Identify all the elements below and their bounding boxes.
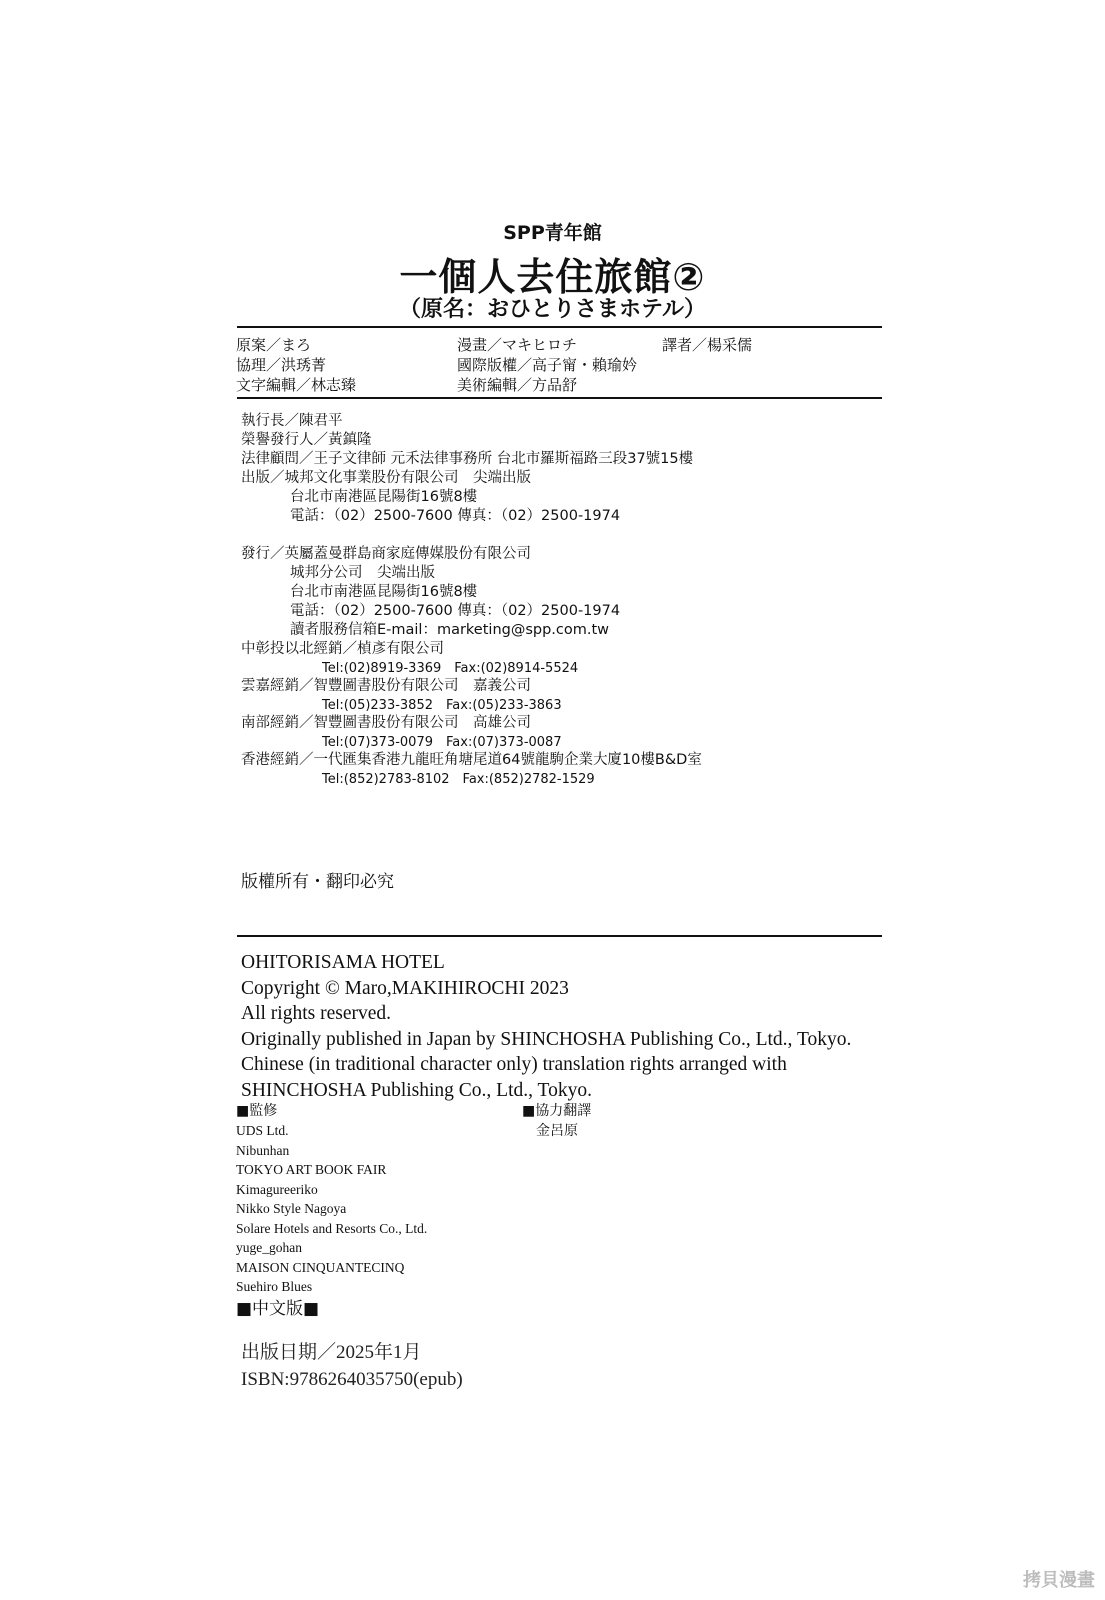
list-item: Kimagureeriko: [236, 1181, 318, 1197]
supervision-block: [236, 1100, 427, 1297]
distributor-north: 中彰投以北經銷／楨彥有限公司: [241, 641, 444, 657]
credits-col-2: [457, 335, 637, 395]
divider-credits: [237, 397, 882, 399]
distributor-south: 南部經銷／智豐圖書股份有限公司 高雄公司: [241, 715, 531, 731]
divider-top: [237, 326, 882, 328]
credits-col-3: [662, 335, 752, 355]
distributor-chiayi-tel: Tel:(05)233-3852 Fax:(05)233-3863: [322, 698, 562, 713]
list-item: Solare Hotels and Resorts Co., Ltd.: [236, 1220, 428, 1236]
publisher-phone: 電話：（02）2500-7600 傳真：（02）2500-1974: [290, 508, 621, 524]
issuer-phone: 電話：（02）2500-7600 傳真：（02）2500-1974: [290, 603, 621, 619]
issuer-address: 台北市南港區昆陽街16號8樓: [290, 584, 478, 600]
distributor-chiayi: 雲嘉經銷／智豐圖書股份有限公司 嘉義公司: [241, 678, 531, 694]
list-item: Nikko Style Nagoya: [236, 1201, 347, 1216]
honorary-publisher-line: 榮譽發行人／黃鎮隆: [241, 432, 372, 448]
credit-translator: 譯者／楊采儒: [662, 336, 753, 354]
ceo-line: 執行長／陳君平: [241, 413, 343, 429]
isbn: ISBN:9786264035750(epub): [241, 1369, 463, 1390]
supervision-list: [236, 1121, 427, 1297]
publisher-block: [241, 412, 693, 488]
list-item: yuge_gohan: [236, 1240, 302, 1255]
list-item: MAISON CINQUANTECINQ: [236, 1259, 405, 1275]
publisher-line: 出版／城邦文化事業股份有限公司 尖端出版: [241, 470, 531, 486]
credit-text-editor: 文字編輯／林志臻: [236, 376, 357, 394]
list-item: TOKYO ART BOOK FAIR: [236, 1162, 387, 1177]
translation-help-heading: ■協力翻譯: [522, 1103, 592, 1119]
issuer-branch: 城邦分公司 尖端出版: [290, 565, 435, 581]
english-line-title: OHITORISAMA HOTEL: [241, 952, 445, 973]
original-title: （原名：おひとりさまホテル）: [399, 297, 706, 322]
chinese-edition-heading: ■中文版■: [236, 1299, 320, 1319]
issuer-details: [290, 564, 620, 640]
divider-english: [237, 935, 882, 937]
credit-art-editor: 美術編輯／方品舒: [457, 376, 578, 394]
issuer-line: 發行／英屬蓋曼群島商家庭傳媒股份有限公司: [241, 546, 531, 562]
list-item: UDS Ltd.: [236, 1123, 289, 1138]
list-item: Suehiro Blues: [236, 1279, 313, 1294]
english-line-copyright: Copyright © Maro,MAKIHIROCHI 2023: [241, 977, 569, 999]
english-rights-block: [241, 950, 851, 1104]
publisher-address: 台北市南港區昆陽街16號8樓: [290, 489, 478, 505]
rights-notice: 版權所有・翻印必究: [241, 872, 394, 892]
distributor-south-tel: Tel:(07)373-0079 Fax:(07)373-0087: [322, 735, 562, 750]
credit-manga: 漫畫／マキヒロチ: [457, 336, 578, 354]
credits-col-1: [236, 335, 356, 395]
translation-help-name: 金呂原: [536, 1123, 578, 1139]
book-title: 一個人去住旅館②: [399, 255, 706, 299]
watermark: 拷貝漫畫: [1023, 1570, 1095, 1591]
publisher-contact: [290, 488, 620, 526]
reader-service-email: 讀者服務信箱E-mail：marketing@spp.com.tw: [290, 622, 610, 638]
distributor-north-tel: Tel:(02)8919-3369 Fax:(02)8914-5524: [322, 661, 579, 676]
list-item: Nibunhan: [236, 1142, 290, 1158]
credit-original-story: 原案／まろ: [236, 336, 312, 354]
credit-manager: 協理／洪琇菁: [236, 356, 327, 374]
supervision-heading: ■監修: [236, 1103, 278, 1119]
series-name: SPP青年館: [503, 222, 602, 244]
distributor-hk-tel: Tel:(852)2783-8102 Fax:(852)2782-1529: [322, 772, 595, 787]
distributor-hk: 香港經銷／一代匯集香港九龍旺角塘尾道64號龍駒企業大廈10樓B&D室: [241, 752, 702, 768]
english-line-published: Originally published in Japan by SHINCHOSHA Publishing Co., Ltd., Tokyo.: [241, 1028, 852, 1050]
english-line-publisher: SHINCHOSHA Publishing Co., Ltd., Tokyo.: [241, 1079, 592, 1101]
english-line-reserved: All rights reserved.: [241, 1003, 392, 1025]
legal-advisor-line: 法律顧問／王子文律師 元禾法律事務所 台北市羅斯福路三段37號15樓: [241, 451, 694, 467]
english-line-translation: Chinese (in traditional character only) translation rights arranged with: [241, 1054, 787, 1076]
publication-date: 出版日期／2025年1月: [241, 1342, 422, 1363]
credit-intl-rights: 國際版權／高子甯・賴瑜妗: [457, 356, 638, 374]
